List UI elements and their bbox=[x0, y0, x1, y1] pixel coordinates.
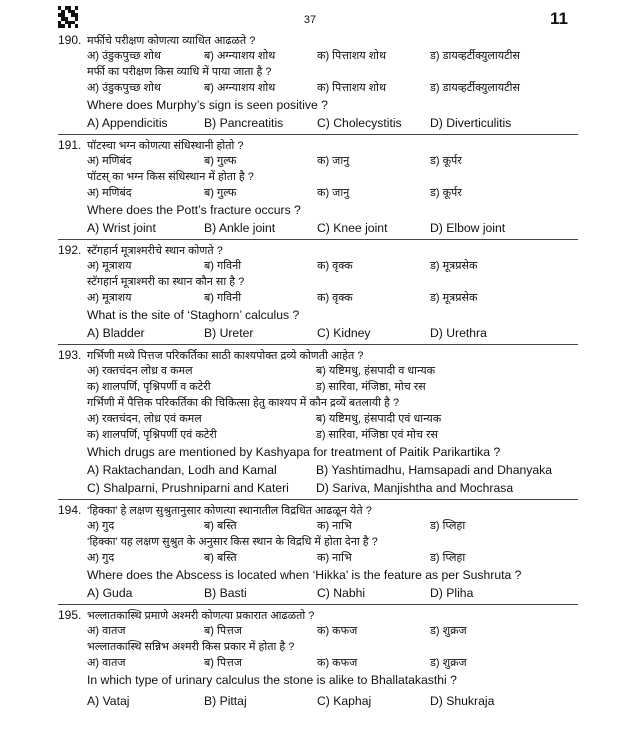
marathi-option: ड) कूर्पर bbox=[430, 155, 462, 167]
english-option: A) Raktachandan, Lodh and Kamal bbox=[87, 463, 277, 477]
question-191 bbox=[58, 134, 578, 237]
english-option: C) Knee joint bbox=[317, 221, 388, 235]
marathi-option: ब) पित्तज bbox=[204, 625, 242, 637]
hindi-option: क) वृक्क bbox=[317, 292, 353, 304]
english-option: D) Diverticulitis bbox=[430, 116, 512, 130]
hindi-question: गर्भिणी में पैत्तिक परिकर्तिका की चिकित्सा हेतु काश्यप में कौन द्रव्यें बतलायी है ? bbox=[87, 397, 400, 409]
hindi-option: अ) मणिबंद bbox=[87, 187, 132, 199]
english-option: C) Kidney bbox=[317, 326, 371, 340]
marathi-question: गर्भिणी मध्ये पित्तज परिकर्तिका साठी काश्यपोक्त द्रव्ये कोणती आहेत ? bbox=[87, 350, 364, 362]
english-option: A) Wrist joint bbox=[87, 221, 156, 235]
question-192 bbox=[58, 239, 578, 342]
marathi-option: अ) गुद bbox=[87, 520, 115, 532]
marathi-option: ड) प्लिहा bbox=[430, 520, 466, 532]
english-option: B) Pittaj bbox=[204, 694, 247, 708]
marathi-option: अ) मूत्राशय bbox=[87, 260, 132, 272]
hindi-question: स्टॅगहार्न मूत्राश्मरी का स्थान कौन सा है ? bbox=[87, 276, 245, 288]
question-193 bbox=[58, 344, 578, 497]
english-option: A) Bladder bbox=[87, 326, 145, 340]
hindi-option: अ) उंडुकपुच्छ शोथ bbox=[87, 82, 161, 94]
question-number: 195. bbox=[58, 608, 82, 622]
marathi-option: ड) शुक्रज bbox=[430, 625, 467, 637]
marathi-option: अ) उंडुकपुच्छ शोथ bbox=[87, 50, 161, 62]
hindi-option: ड) कूर्पर bbox=[430, 187, 462, 199]
marathi-question: ‘हिक्का’ हे लक्षण सुश्रुतानुसार कोणत्या स्थानातील विद्रधित आढळून येते ? bbox=[87, 505, 372, 517]
english-question: What is the site of ‘Staghorn’ calculus ? bbox=[87, 308, 300, 322]
question-190 bbox=[58, 30, 578, 132]
hindi-option: ब) यष्टिमधु, हंसपादी एवं धान्यक bbox=[316, 413, 442, 425]
english-option: D) Elbow joint bbox=[430, 221, 506, 235]
question-number: 191. bbox=[58, 138, 82, 152]
english-option: C) Cholecystitis bbox=[317, 116, 402, 130]
hindi-option: अ) रक्तचंदन, लोध्र एवं कमल bbox=[87, 413, 202, 425]
question-194 bbox=[58, 499, 578, 602]
marathi-option: क) शालपर्णि, पृश्निपर्णी व कटेरी bbox=[87, 381, 211, 393]
english-question: Which drugs are mentioned by Kashyapa for treatment of Paitik Parikartika ? bbox=[87, 445, 501, 459]
hindi-option: क) पित्ताशय शोथ bbox=[317, 82, 386, 94]
hindi-question: ‘हिक्का’ यह लक्षण सुश्रुत के अनुसार किस स्थान के विद्रधि में होता देना है ? bbox=[87, 536, 378, 548]
hindi-option: ब) पित्तज bbox=[204, 657, 242, 669]
question-195 bbox=[58, 604, 578, 710]
question-number: 192. bbox=[58, 243, 82, 257]
marathi-option: ड) सारिवा, मंजिष्ठा, मोच रस bbox=[316, 381, 426, 393]
marathi-option: क) नाभि bbox=[317, 520, 352, 532]
hindi-option: क) नाभि bbox=[317, 552, 352, 564]
hindi-option: क) कफज bbox=[317, 657, 358, 669]
marathi-option: ब) गविनी bbox=[204, 260, 242, 272]
hindi-question: मर्फी का परीक्षण किस व्याधि में पाया जाता है ? bbox=[87, 66, 272, 78]
marathi-option: क) कफज bbox=[317, 625, 358, 637]
english-question: In which type of urinary calculus the stone is alike to Bhallatakasthi ? bbox=[87, 673, 457, 687]
english-option: D) Pliha bbox=[430, 586, 474, 600]
marathi-question: स्टॅगहार्न मूत्राश्मरीचे स्थान कोणते ? bbox=[87, 245, 223, 257]
marathi-option: अ) वातज bbox=[87, 625, 126, 637]
english-option: B) Basti bbox=[204, 586, 247, 600]
hindi-option: ड) मूत्रप्रसेक bbox=[430, 292, 478, 304]
hindi-option: ब) बस्ति bbox=[204, 552, 237, 564]
marathi-option: क) पित्ताशय शोथ bbox=[317, 50, 386, 62]
english-option: A) Guda bbox=[87, 586, 133, 600]
question-number: 194. bbox=[58, 503, 82, 517]
hindi-option: क) शालपर्णि, पृश्निपर्णी एवं कटेरी bbox=[87, 429, 217, 441]
english-question: Where does Murphy’s sign is seen positive ? bbox=[87, 98, 328, 112]
question-list bbox=[58, 30, 578, 710]
marathi-option: क) जानु bbox=[317, 155, 350, 167]
question-number: 193. bbox=[58, 348, 82, 362]
set-number: 11 bbox=[550, 9, 568, 28]
hindi-option: ब) गविनी bbox=[204, 292, 242, 304]
english-option: B) Ankle joint bbox=[204, 221, 276, 235]
hindi-option: क) जानु bbox=[317, 187, 350, 199]
marathi-option: ब) बस्ति bbox=[204, 520, 237, 532]
hindi-option: अ) वातज bbox=[87, 657, 126, 669]
hindi-question: पॉटस् का भग्न किस संधिस्थान में होता है ? bbox=[87, 171, 254, 183]
marathi-option: क) वृक्क bbox=[317, 260, 353, 272]
marathi-option: ड) डायव्हर्टीक्युलायटीस bbox=[430, 50, 520, 62]
hindi-option: ब) गुल्फ bbox=[204, 187, 237, 199]
question-number: 190. bbox=[58, 33, 82, 47]
english-question: Where does the Pott’s fracture occurs ? bbox=[87, 203, 301, 217]
hindi-option: ड) प्लिहा bbox=[430, 552, 466, 564]
english-question: Where does the Abscess is located when ‘Hikka’ is the feature as per Sushruta ? bbox=[87, 568, 522, 582]
marathi-option: ड) मूत्रप्रसेक bbox=[430, 260, 478, 272]
marathi-option: ब) गुल्फ bbox=[204, 155, 237, 167]
marathi-option: अ) मणिबंद bbox=[87, 155, 132, 167]
marathi-question: भल्लातकास्थि प्रमाणे अश्मरी कोणत्या प्रकारात आढळतो ? bbox=[87, 610, 315, 622]
english-option: A) Appendicitis bbox=[87, 116, 168, 130]
english-option: A) Vataj bbox=[87, 694, 130, 708]
english-option: D) Urethra bbox=[430, 326, 487, 340]
english-option: B) Yashtimadhu, Hamsapadi and Dhanyaka bbox=[316, 463, 552, 477]
marathi-question: मर्फीचे परीक्षण कोणत्या व्याधित आढळते ? bbox=[87, 35, 256, 47]
hindi-option: ड) डायव्हर्टीक्युलायटीस bbox=[430, 82, 520, 94]
hindi-question: भल्लातकास्थि सन्निभ अश्मरी किस प्रकार में होता है ? bbox=[87, 641, 295, 653]
english-option: C) Kaphaj bbox=[317, 694, 372, 708]
page-number: 37 bbox=[303, 14, 317, 26]
english-option: B) Pancreatitis bbox=[204, 116, 284, 130]
hindi-option: ड) शुक्रज bbox=[430, 657, 467, 669]
marathi-question: पॉटस्चा भग्न कोणत्या संधिस्थानी होतो ? bbox=[87, 140, 244, 152]
english-option: B) Ureter bbox=[204, 326, 254, 340]
hindi-option: ड) सारिवा, मंजिष्ठा एवं मोच रस bbox=[316, 429, 438, 441]
english-option: D) Sariva, Manjishtha and Mochrasa bbox=[316, 481, 514, 495]
marathi-option: ब) अग्न्याशय शोथ bbox=[204, 50, 276, 62]
hindi-option: अ) गुद bbox=[87, 552, 115, 564]
hindi-option: ब) अग्न्याशय शोथ bbox=[204, 82, 276, 94]
marathi-option: अ) रक्तचंदन लोध्र व कमल bbox=[87, 365, 193, 377]
english-option: C) Shalparni, Prushniparni and Kateri bbox=[87, 481, 289, 495]
english-option: D) Shukraja bbox=[430, 694, 495, 708]
english-option: C) Nabhi bbox=[317, 586, 366, 600]
hindi-option: अ) मूत्राशय bbox=[87, 292, 132, 304]
marathi-option: ब) यष्टिमधु, हंसपादी व धान्यक bbox=[316, 365, 436, 377]
